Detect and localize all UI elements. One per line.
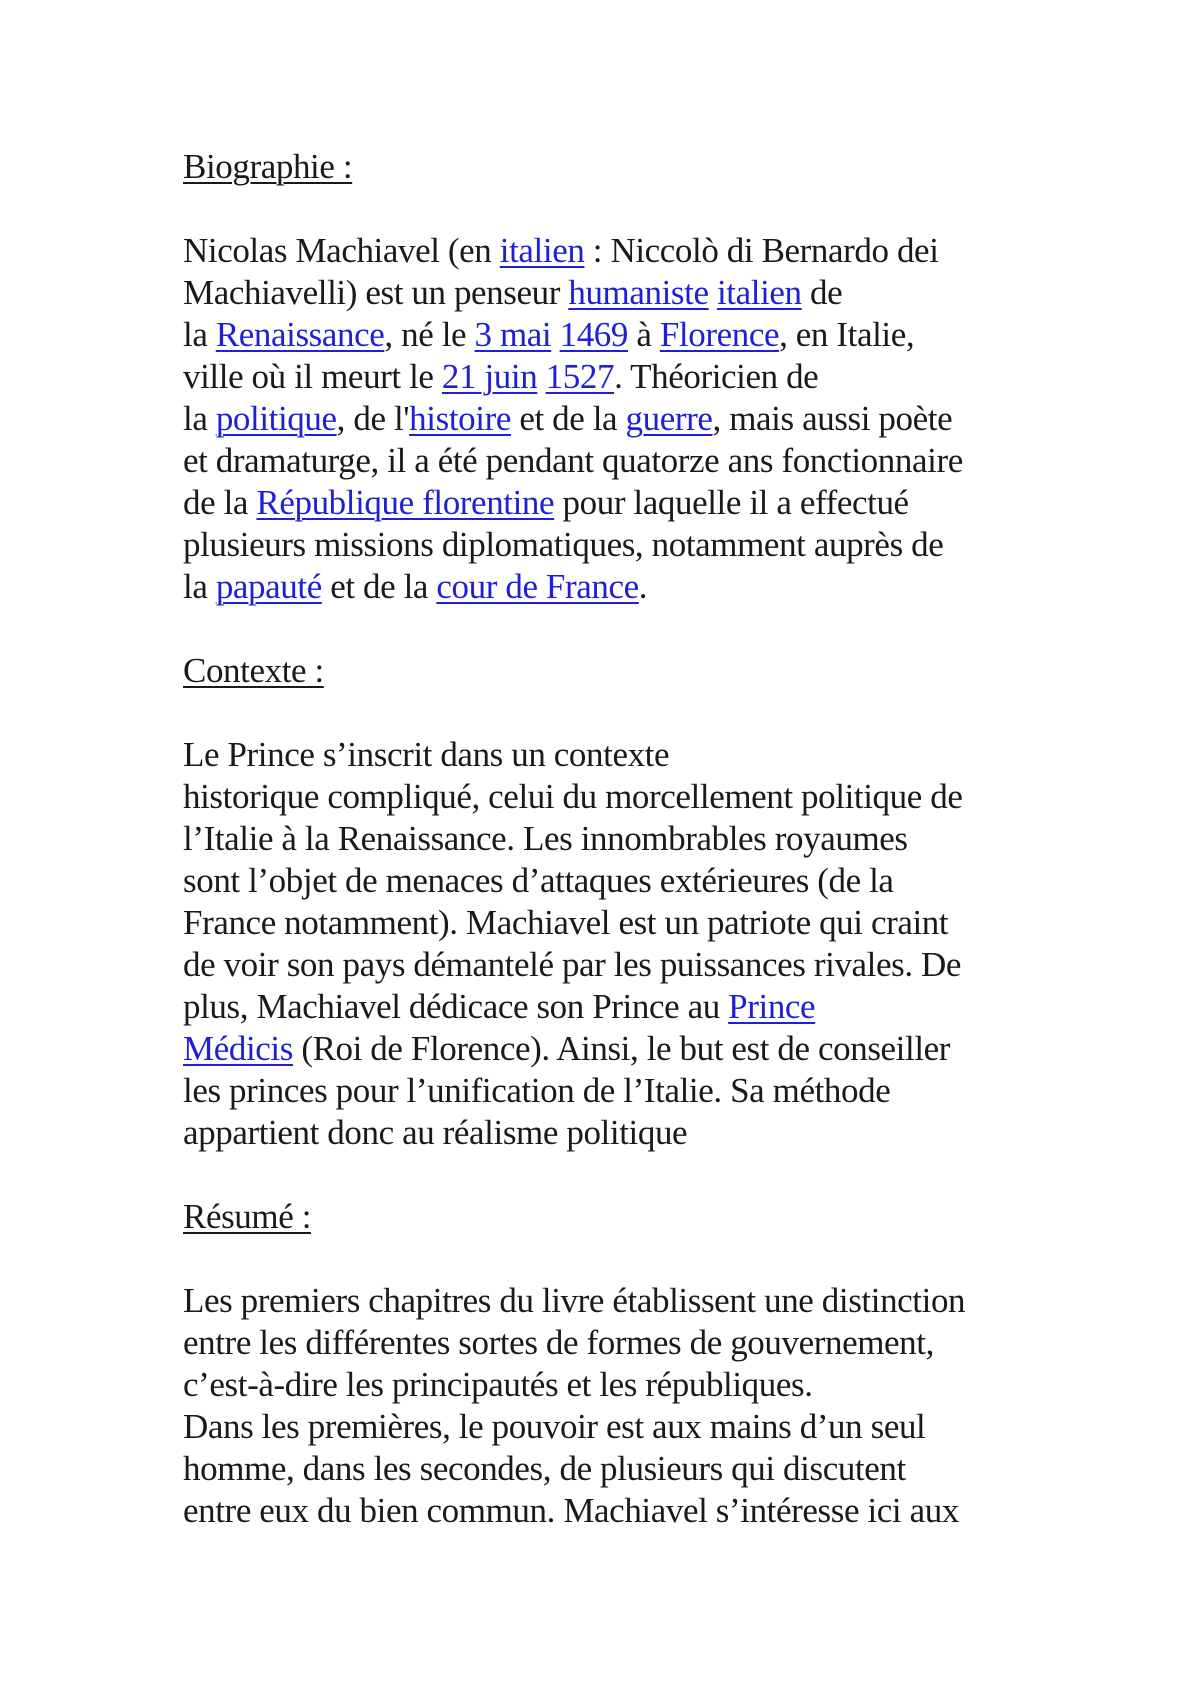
paragraph-gap <box>183 188 1083 230</box>
text-line: et dramaturge, il a été pendant quatorze ans fonctionnaire <box>183 441 963 480</box>
paragraph-gap <box>183 1238 1083 1280</box>
text-line: appartient donc au réalisme politique <box>183 1113 688 1152</box>
text-line <box>183 398 1083 440</box>
text-line: Le Prince s’inscrit dans un contexte <box>183 735 670 774</box>
link-guerre[interactable]: guerre <box>625 399 713 438</box>
section-heading-biographie: Biographie : <box>183 147 353 186</box>
text-run <box>551 315 559 354</box>
text-run: la <box>183 567 216 606</box>
paragraph-resume <box>183 1280 1083 1532</box>
text-line: l’Italie à la Renaissance. Les innombrables royaumes <box>183 819 908 858</box>
text-line: les princes pour l’unification de l’Italie. Sa méthode <box>183 1071 891 1110</box>
text-line: Dans les premières, le pouvoir est aux mains d’un seul <box>183 1407 926 1446</box>
link-21-juin[interactable]: 21 juin <box>441 357 538 396</box>
text-run <box>709 273 717 312</box>
text-run: . Théoricien de <box>614 357 819 396</box>
text-run: : Niccolò di Bernardo dei <box>584 231 939 270</box>
document-page <box>183 146 1083 1532</box>
paragraph-gap <box>183 608 1083 650</box>
text-line <box>183 356 1083 398</box>
link-papaute[interactable]: papauté <box>215 567 322 606</box>
text-line <box>183 986 1083 1028</box>
text-line: de voir son pays démantelé par les puissances rivales. De <box>183 945 962 984</box>
text-run: (Roi de Florence). Ainsi, le but est de conseiller <box>292 1029 951 1068</box>
link-cour-de-france[interactable]: cour de France <box>436 567 639 606</box>
link-italien[interactable]: italien <box>499 231 585 270</box>
text-line: entre eux du bien commun. Machiavel s’intéresse ici aux <box>183 1491 959 1530</box>
text-run: , de l' <box>336 399 410 438</box>
text-line <box>183 272 1083 314</box>
text-run: et de la <box>321 567 437 606</box>
link-italien-2[interactable]: italien <box>716 273 802 312</box>
text-run: pour laquelle il a effectué <box>554 483 909 522</box>
paragraph-gap <box>183 1154 1083 1196</box>
text-run: ville où il meurt le <box>183 357 442 396</box>
text-run: de <box>801 273 843 312</box>
link-humaniste[interactable]: humaniste <box>568 273 709 312</box>
text-run: de la <box>183 483 257 522</box>
paragraph-gap <box>183 692 1083 734</box>
link-prince[interactable]: Prince <box>728 987 816 1026</box>
section-heading-contexte: Contexte : <box>183 651 324 690</box>
section-heading-resume: Résumé : <box>183 1197 312 1236</box>
text-line <box>183 314 1083 356</box>
text-run: la <box>183 399 216 438</box>
text-run: et de la <box>510 399 626 438</box>
text-run: , en Italie, <box>779 315 915 354</box>
link-3-mai[interactable]: 3 mai <box>474 315 552 354</box>
text-line <box>183 482 1083 524</box>
text-line: France notamment). Machiavel est un patriote qui craint <box>183 903 949 942</box>
link-1527[interactable]: 1527 <box>545 357 615 396</box>
text-line <box>183 230 1083 272</box>
paragraph-biographie <box>183 230 1083 608</box>
link-republique-florentine[interactable]: République florentine <box>256 483 555 522</box>
text-line: plusieurs missions diplomatiques, notamment auprès de <box>183 525 944 564</box>
text-line: homme, dans les secondes, de plusieurs qui discutent <box>183 1449 906 1488</box>
link-1469[interactable]: 1469 <box>559 315 628 354</box>
link-histoire[interactable]: histoire <box>409 399 511 438</box>
text-run: . <box>638 567 648 606</box>
paragraph-contexte <box>183 734 1083 1154</box>
link-medicis[interactable]: Médicis <box>183 1029 293 1068</box>
text-line: historique compliqué, celui du morcellement politique de <box>183 777 963 816</box>
text-run <box>537 357 545 396</box>
text-run: la <box>183 315 216 354</box>
link-renaissance[interactable]: Renaissance <box>215 315 385 354</box>
text-run: , né le <box>384 315 475 354</box>
link-florence[interactable]: Florence <box>659 315 780 354</box>
text-line <box>183 566 1083 608</box>
text-line: Les premiers chapitres du livre établissent une distinction <box>183 1281 966 1320</box>
link-politique[interactable]: politique <box>215 399 337 438</box>
text-run: plus, Machiavel dédicace son Prince au <box>183 987 729 1026</box>
text-run: , mais aussi poète <box>712 399 953 438</box>
text-run: Machiavelli) est un penseur <box>183 273 569 312</box>
text-run: Nicolas Machiavel (en <box>183 231 500 270</box>
text-line: c’est-à-dire les principautés et les républiques. <box>183 1365 813 1404</box>
text-line: sont l’objet de menaces d’attaques extérieures (de la <box>183 861 894 900</box>
text-run: à <box>628 315 660 354</box>
text-line <box>183 1028 1083 1070</box>
text-line: entre les différentes sortes de formes de gouvernement, <box>183 1323 934 1362</box>
